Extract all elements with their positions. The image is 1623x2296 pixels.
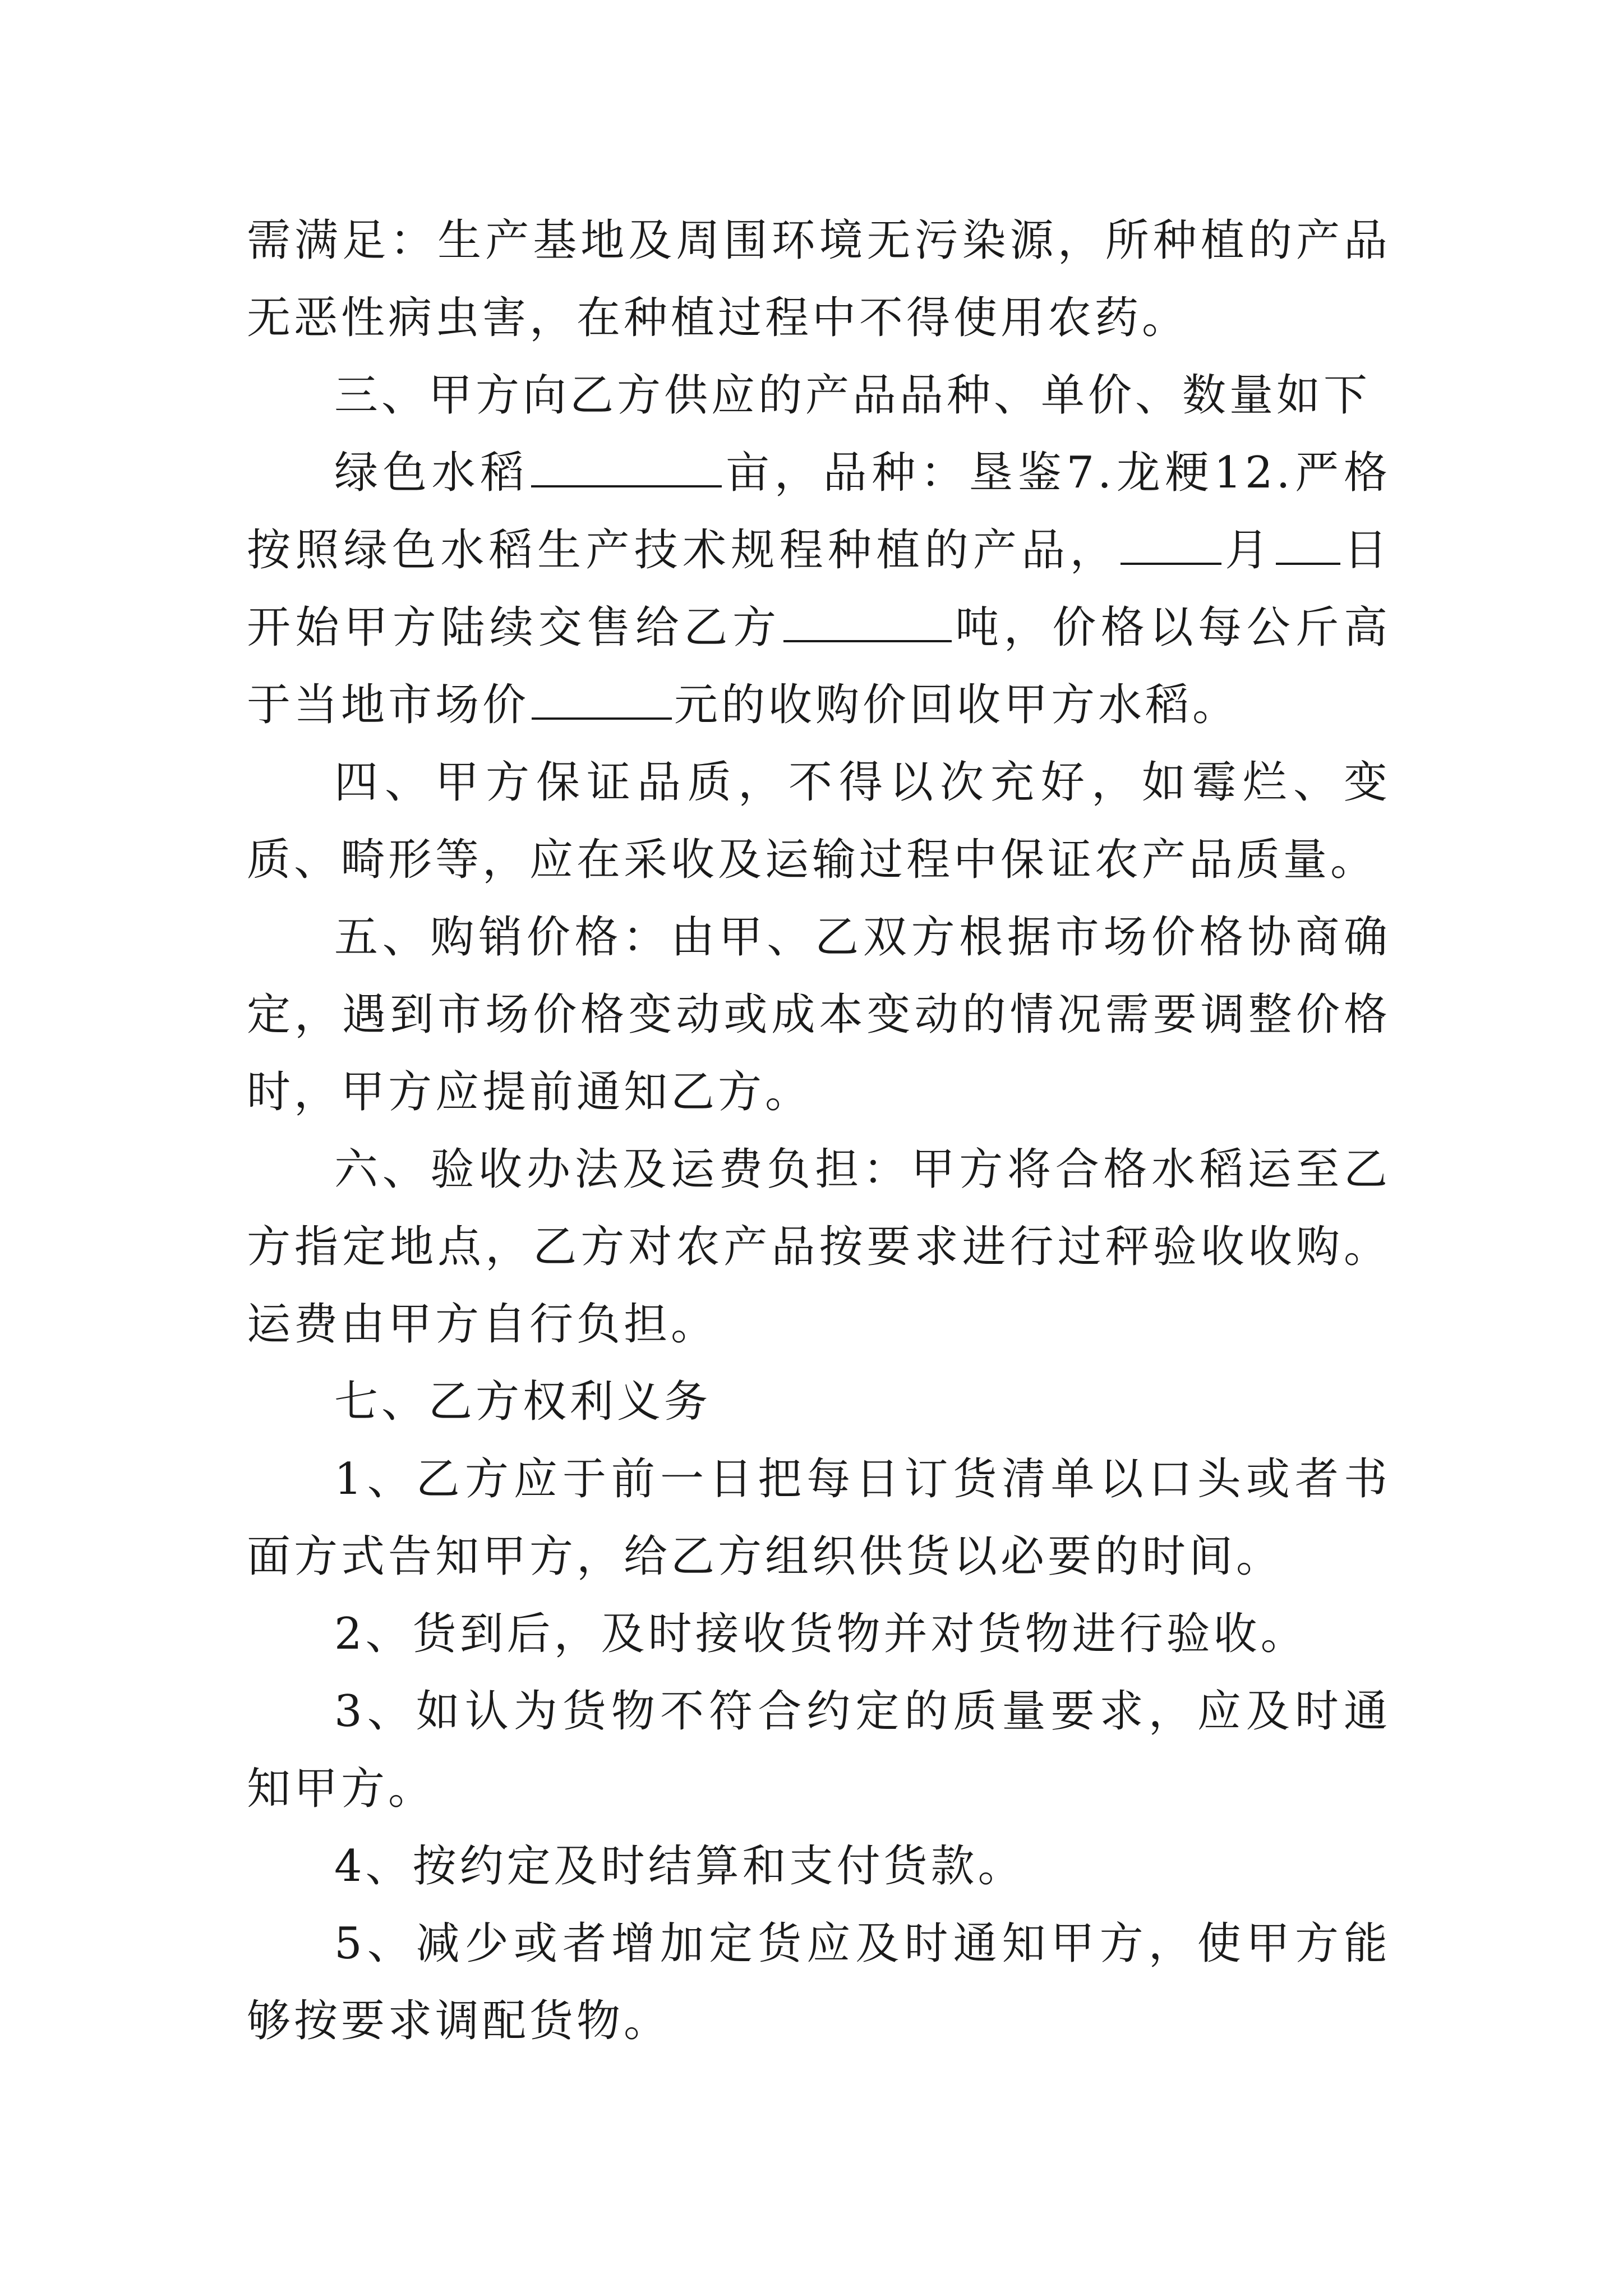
list-item-1: 1、乙方应于前一日把每日订货清单以口头或者书面方式告知甲方，给乙方组织供货以必要的时间。	[247, 1454, 1391, 1582]
list-item-4: 4、按约定及时结算和支付货款。	[334, 1841, 1025, 1892]
supply-terms-text-f: 元的收购价回收甲方水稻。	[674, 680, 1240, 730]
paragraph-section-4-quality: 四、甲方保证品质，不得以次充好，如霉烂、变质、畸形等，应在采收及运输过程中保证农产品质量。	[247, 757, 1391, 885]
blank-price-field	[532, 683, 672, 720]
blank-tonnage-field	[783, 605, 952, 642]
list-item-5: 5、减少或者增加定货应及时通知甲方，使甲方能够按要求调配货物。	[247, 1918, 1391, 2046]
paragraph-section-6-acceptance: 六、验收办法及运费负担：甲方将合格水稻运至乙方指定地点，乙方对农产品按要求进行过秤验收收购。运费由甲方自行负担。	[247, 1144, 1391, 1350]
blank-month-field	[1121, 528, 1221, 565]
list-item-3: 3、如认为货物不符合约定的质量要求，应及时通知甲方。	[247, 1686, 1391, 1814]
supply-terms-text-b: 亩，品种：垦鉴7.龙粳12.严格按照绿色水稻生产技术规程种植的产品，	[247, 448, 1391, 576]
supply-terms-text-e: 吨，价格以每公斤高于当地市场价	[247, 602, 1391, 730]
blank-acreage-field	[531, 450, 722, 487]
paragraph-section-5-pricing: 五、购销价格：由甲、乙双方根据市场价格协商确定，遇到市场价格变动或成本变动的情况需要调整价格时，甲方应提前通知乙方。	[247, 912, 1391, 1117]
supply-terms-text-c: 月	[1223, 525, 1274, 576]
paragraph-environment-requirement: 需满足：生产基地及周围环境无污染源，所种植的产品无恶性病虫害，在种植过程中不得使用农药。	[247, 215, 1391, 343]
list-item-2: 2、货到后，及时接收货物并对货物进行验收。	[334, 1609, 1308, 1659]
supply-terms-text-a: 绿色水稻	[334, 448, 529, 498]
document-body	[247, 202, 1391, 2060]
supply-terms-text-d: 日开始甲方陆续交售给乙方	[247, 525, 1391, 653]
blank-day-field	[1276, 528, 1340, 565]
paragraph-section-7-heading: 七、乙方权利义务	[334, 1377, 712, 1427]
paragraph-section-3-heading: 三、甲方向乙方供应的产品品种、单价、数量如下	[334, 370, 1371, 421]
paragraph-supply-terms	[247, 434, 1391, 744]
